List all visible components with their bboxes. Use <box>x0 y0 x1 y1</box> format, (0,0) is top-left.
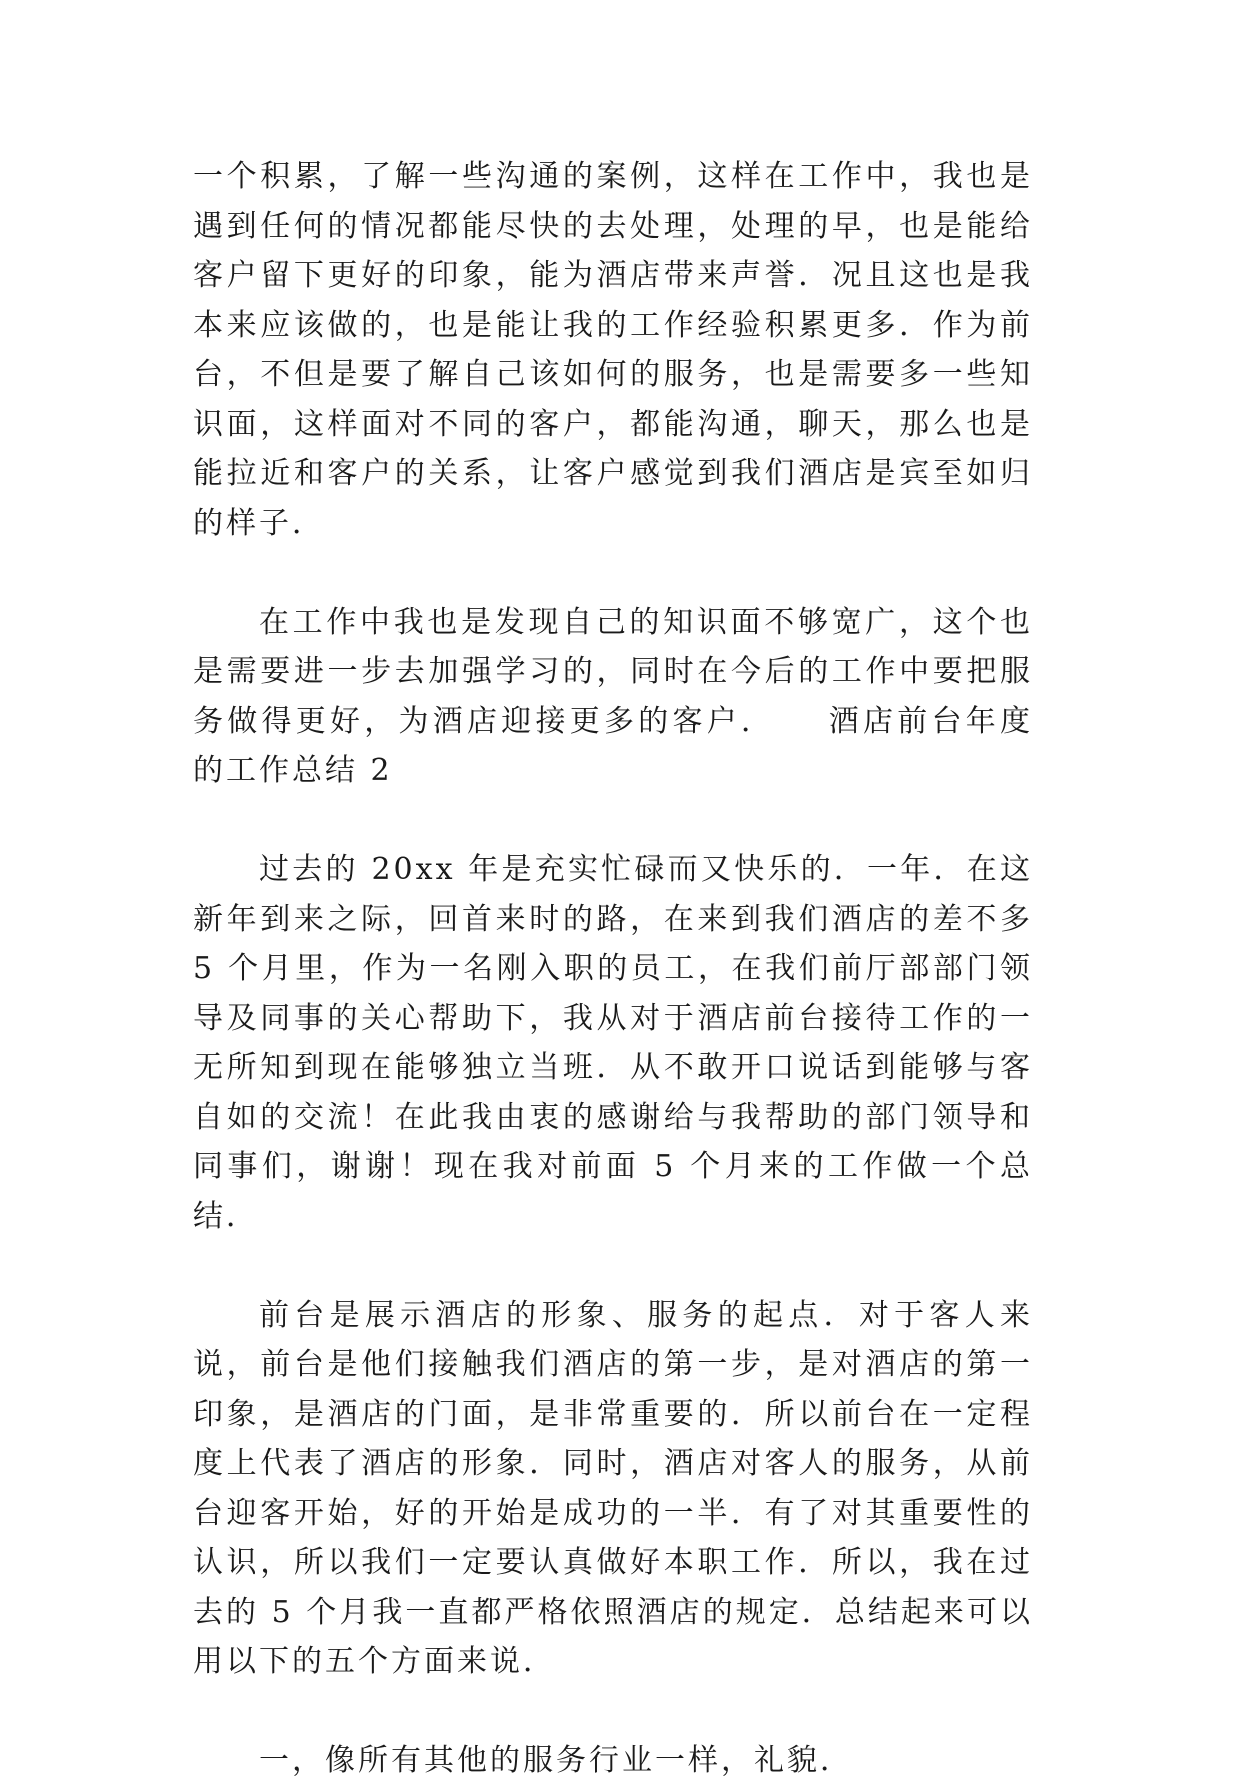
paragraph-front-desk-role: 前台是展示酒店的形象、服务的起点．对于客人来说，前台是他们接触我们酒店的第一步，是对酒店的第一印象，是酒店的门面，是非常重要的．所以前台在一定程度上代表了酒店的形象．同时，酒店对客人的服务，从前台迎客开始，好的开始是成功的一半．有了对其重要性的认识，所以我们一定要认真做好本职工作．所以，我在过去的 5 个月我一直都严格依照酒店的规定．总结起来可以用以下的五个方面来说． <box>193 1297 1033 1679</box>
document-body <box>193 152 1033 1786</box>
paragraph-point-one: 一，像所有其他的服务行业一样，礼貌． <box>259 1743 853 1778</box>
paragraph-continuation: 一个积累，了解一些沟通的案例，这样在工作中，我也是遇到任何的情况都能尽快的去处理，处理的早，也是能给客户留下更好的印象，能为酒店带来声誉．况且这也是我本来应该做的，也是能让我的工作经验积累更多．作为前台，不但是要了解自己该如何的服务，也是需要多一些知识面，这样面对不同的客户，都能沟通，聊天，那么也是能拉近和客户的关系，让客户感觉到我们酒店是宾至如归的样子． <box>193 159 1033 541</box>
paragraph-past-year: 过去的 20xx 年是充实忙碌而又快乐的．一年．在这新年到来之际，回首来时的路，在来到我们酒店的差不多 5 个月里，作为一名刚入职的员工，在我们前厅部部门领导及同事的关心帮助下，我从对于酒店前台接待工作的一无所知到现在能够独立当班．从不敢开口说话到能够与客自如的交流！在此我由衷的感谢给与我帮助的部门领导和同事们，谢谢！现在我对前面 5 个月来的工作做一个总结． <box>193 852 1033 1234</box>
paragraph-knowledge: 在工作中我也是发现自己的知识面不够宽广，这个也是需要进一步去加强学习的，同时在今后的工作中要把服务做得更好，为酒店迎接更多的客户． 酒店前台年度的工作总结 2 <box>193 604 1033 788</box>
